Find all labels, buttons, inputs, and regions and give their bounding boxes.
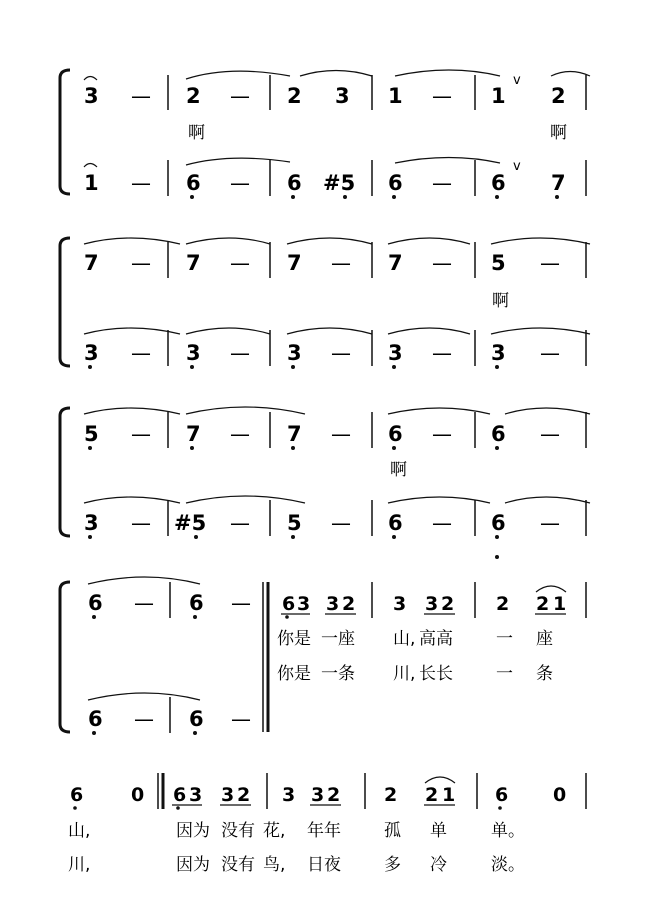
- note: 3: [326, 593, 340, 615]
- low-octave-dot: [392, 195, 396, 199]
- slur: [505, 497, 590, 503]
- slur: [505, 408, 590, 414]
- note: 3: [491, 341, 506, 365]
- tie: [84, 77, 97, 81]
- note: 5: [84, 422, 99, 446]
- lyric: 年年: [307, 821, 341, 841]
- lyric: 山,: [68, 821, 91, 841]
- low-octave-dot: [176, 806, 180, 810]
- dash: —: [131, 251, 151, 275]
- slur: [491, 238, 590, 244]
- system-4: [60, 577, 586, 735]
- lyric: 高高: [419, 629, 453, 649]
- dash: —: [540, 422, 560, 446]
- note: 2: [342, 593, 356, 615]
- lyric: 没有: [221, 821, 255, 841]
- lyric: 一座: [321, 629, 355, 649]
- slur: [88, 577, 200, 584]
- note: 7: [186, 251, 201, 275]
- dash: —: [131, 84, 151, 108]
- system-bracket: [60, 70, 70, 194]
- low-octave-dot: [193, 615, 197, 619]
- low-octave-dot: [392, 365, 396, 369]
- low-octave-dot: [92, 731, 96, 735]
- note: 0: [131, 784, 145, 806]
- dash: —: [432, 341, 452, 365]
- note: 2: [441, 593, 455, 615]
- slur: [395, 70, 500, 76]
- note: 6: [491, 511, 506, 535]
- lyric: 单: [430, 821, 447, 841]
- low-octave-dot: [291, 535, 295, 539]
- lyric: 淡。: [491, 855, 525, 875]
- low-octave-dot: [88, 365, 92, 369]
- lyric: 啊: [492, 291, 509, 311]
- slur: [287, 238, 372, 244]
- lyric: 因为: [176, 821, 210, 841]
- slur: [84, 238, 180, 244]
- breath-mark: v: [513, 73, 521, 88]
- slur: [84, 408, 180, 414]
- note: 2: [551, 84, 566, 108]
- slur: [186, 158, 290, 165]
- note: 3: [221, 784, 235, 806]
- system-bracket: [60, 238, 70, 366]
- system-bracket: [60, 408, 70, 536]
- lyric: 座: [536, 629, 553, 649]
- note: 6: [495, 784, 509, 806]
- low-octave-dot: [495, 555, 499, 559]
- low-octave-dot: [555, 195, 559, 199]
- note: 6: [287, 171, 302, 195]
- slur: [186, 328, 270, 334]
- dash: —: [432, 171, 452, 195]
- note: 3: [393, 593, 407, 615]
- lyric: 你是: [277, 629, 311, 649]
- dash: —: [230, 341, 250, 365]
- slur: [186, 496, 305, 503]
- tie: [84, 164, 97, 168]
- note: 1: [491, 84, 506, 108]
- lyric: 啊: [188, 123, 205, 143]
- lyric: 山,: [393, 629, 416, 649]
- dash: —: [131, 171, 151, 195]
- low-octave-dot: [194, 535, 198, 539]
- lyric: 一: [496, 664, 513, 684]
- note: 7: [388, 251, 403, 275]
- lyric: 鸟,: [263, 855, 286, 875]
- note: 2: [384, 784, 398, 806]
- dash: —: [131, 422, 151, 446]
- note: 6: [186, 171, 201, 195]
- low-octave-dot: [73, 806, 77, 810]
- slur: [551, 72, 590, 77]
- lyric: 花,: [263, 821, 286, 841]
- dash: —: [540, 341, 560, 365]
- dash: —: [231, 707, 251, 731]
- slur: [395, 158, 500, 164]
- dash: —: [230, 422, 250, 446]
- note: 6: [388, 422, 403, 446]
- low-octave-dot: [498, 806, 502, 810]
- note: 1: [553, 593, 567, 615]
- dash: —: [131, 511, 151, 535]
- note: 3: [297, 593, 311, 615]
- dash: —: [331, 251, 351, 275]
- slur: [88, 693, 200, 700]
- note: 7: [287, 251, 302, 275]
- slur: [84, 328, 180, 334]
- note: 7: [84, 251, 99, 275]
- dash: —: [331, 341, 351, 365]
- lyric: 你是: [277, 664, 311, 684]
- breath-mark: v: [513, 159, 521, 174]
- slur: [388, 238, 470, 244]
- note: 3: [425, 593, 439, 615]
- system-3: [60, 407, 590, 559]
- lyric: 一条: [321, 664, 355, 684]
- dash: —: [230, 84, 250, 108]
- low-octave-dot: [291, 365, 295, 369]
- slur: [388, 328, 470, 334]
- note: 3: [189, 784, 203, 806]
- note: 3: [84, 84, 99, 108]
- note: 3: [84, 341, 99, 365]
- system-bracket: [60, 582, 70, 732]
- system-2: [60, 238, 590, 369]
- low-octave-dot: [495, 535, 499, 539]
- dash: —: [230, 171, 250, 195]
- note: 6: [491, 171, 506, 195]
- note: 2: [186, 84, 201, 108]
- note: 6: [282, 593, 296, 615]
- low-octave-dot: [190, 195, 194, 199]
- slur: [84, 497, 180, 503]
- dash: —: [432, 84, 452, 108]
- note: #5: [174, 511, 207, 535]
- low-octave-dot: [190, 446, 194, 450]
- note: 7: [186, 422, 201, 446]
- dash: —: [540, 511, 560, 535]
- low-octave-dot: [291, 195, 295, 199]
- slur: [186, 407, 305, 414]
- low-octave-dot: [495, 195, 499, 199]
- low-octave-dot: [285, 615, 289, 619]
- dash: —: [331, 422, 351, 446]
- lyric: 川,: [393, 664, 416, 684]
- note: 0: [553, 784, 567, 806]
- lyric: 长长: [419, 664, 453, 684]
- note: 2: [496, 593, 510, 615]
- note: 3: [388, 341, 403, 365]
- note: 1: [442, 784, 456, 806]
- slur: [186, 238, 270, 244]
- lyric: 单。: [491, 821, 525, 841]
- low-octave-dot: [495, 446, 499, 450]
- note: 5: [491, 251, 506, 275]
- note: 6: [173, 784, 187, 806]
- system-1: [60, 70, 590, 199]
- low-octave-dot: [193, 731, 197, 735]
- low-octave-dot: [88, 446, 92, 450]
- note: 3: [282, 784, 296, 806]
- note: 7: [551, 171, 566, 195]
- lyric: 一: [496, 629, 513, 649]
- low-octave-dot: [343, 195, 347, 199]
- dash: —: [134, 707, 154, 731]
- slur: [300, 71, 372, 77]
- dash: —: [432, 422, 452, 446]
- note: 6: [491, 422, 506, 446]
- slur: [186, 71, 290, 79]
- note: 2: [287, 84, 302, 108]
- lyric: 没有: [221, 855, 255, 875]
- slur: [425, 777, 455, 783]
- low-octave-dot: [88, 535, 92, 539]
- slur: [491, 328, 590, 334]
- lyric: 条: [536, 664, 553, 684]
- note: 3: [335, 84, 350, 108]
- lyric: 孤: [384, 821, 401, 841]
- lyric: 啊: [390, 460, 407, 480]
- slur: [287, 328, 372, 334]
- note: #5: [323, 171, 356, 195]
- note: 6: [88, 591, 103, 615]
- note: 6: [388, 511, 403, 535]
- note: 2: [536, 593, 550, 615]
- dash: —: [432, 511, 452, 535]
- note: 5: [287, 511, 302, 535]
- dash: —: [230, 511, 250, 535]
- slur: [536, 586, 566, 592]
- lyric: 多: [384, 855, 401, 875]
- dash: —: [432, 251, 452, 275]
- note: 6: [189, 591, 204, 615]
- system-5: [68, 773, 586, 875]
- note: 3: [186, 341, 201, 365]
- note: 3: [287, 341, 302, 365]
- low-octave-dot: [291, 446, 295, 450]
- note: 1: [388, 84, 403, 108]
- lyric: 冷: [430, 855, 447, 875]
- dash: —: [231, 591, 251, 615]
- note: 6: [388, 171, 403, 195]
- note: 7: [287, 422, 302, 446]
- note: 2: [327, 784, 341, 806]
- lyric: 川,: [68, 855, 91, 875]
- dash: —: [230, 251, 250, 275]
- note: 2: [425, 784, 439, 806]
- low-octave-dot: [190, 365, 194, 369]
- low-octave-dot: [392, 446, 396, 450]
- note: 6: [88, 707, 103, 731]
- low-octave-dot: [495, 365, 499, 369]
- dash: —: [134, 591, 154, 615]
- note: 3: [311, 784, 325, 806]
- dash: —: [331, 511, 351, 535]
- note: 2: [237, 784, 251, 806]
- note: 6: [189, 707, 204, 731]
- lyric: 因为: [176, 855, 210, 875]
- note: 1: [84, 171, 99, 195]
- dash: —: [131, 341, 151, 365]
- low-octave-dot: [392, 535, 396, 539]
- lyric: 啊: [550, 123, 567, 143]
- note: 3: [84, 511, 99, 535]
- note: 6: [70, 784, 84, 806]
- dash: —: [540, 251, 560, 275]
- lyric: 日夜: [307, 855, 341, 875]
- low-octave-dot: [92, 615, 96, 619]
